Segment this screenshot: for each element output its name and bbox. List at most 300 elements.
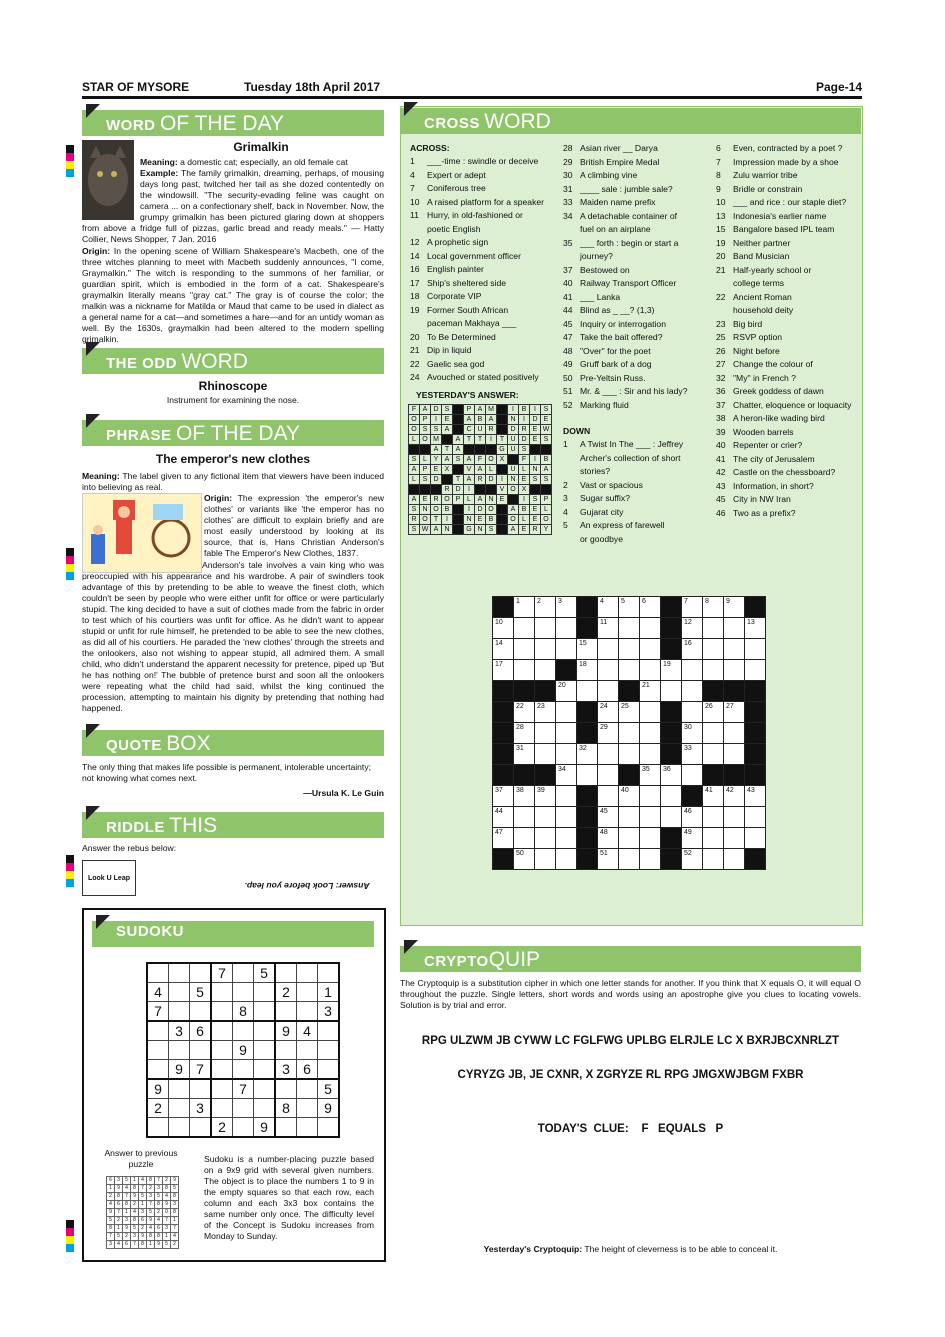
crossword-cell[interactable]: [682, 723, 703, 744]
answer-cell: R: [519, 425, 530, 435]
clue-number: 7: [684, 598, 688, 605]
crossword-cell[interactable]: [493, 639, 514, 660]
crossword-cell[interactable]: [661, 681, 682, 702]
clue-item: 40 Railway Transport Officer: [563, 278, 677, 288]
sudoku-cell[interactable]: [254, 1021, 276, 1041]
clue-item: 12 A prophetic sign: [410, 237, 489, 247]
crossword-cell[interactable]: [535, 639, 556, 660]
crossword-cell[interactable]: [535, 618, 556, 639]
sudoku-cell[interactable]: [297, 1041, 318, 1060]
clue-item: paceman Makhaya ___: [427, 318, 517, 328]
crossword-cell[interactable]: [598, 765, 619, 786]
crossword-cell[interactable]: [493, 828, 514, 849]
across-label: ACROSS:: [410, 143, 450, 153]
sudoku-cell[interactable]: [169, 1041, 190, 1060]
sudoku-cell[interactable]: [190, 963, 212, 983]
crossword-cell[interactable]: [724, 597, 745, 618]
sudoku-cell[interactable]: [190, 1118, 212, 1138]
crossword-cell[interactable]: [640, 765, 661, 786]
crossword-cell[interactable]: [724, 786, 745, 807]
sudoku-cell[interactable]: [190, 1041, 212, 1060]
sudoku-cell[interactable]: [254, 1079, 276, 1099]
crossword-cell[interactable]: [703, 828, 724, 849]
sudoku-cell[interactable]: [147, 963, 169, 983]
clue-item: 11 Hurry, in old-fashioned or: [410, 210, 523, 220]
clue-item: 40 Repenter or crier?: [716, 440, 803, 450]
crossword-cell[interactable]: [556, 723, 577, 744]
sudoku-cell[interactable]: [147, 1041, 169, 1060]
answer-cell: T: [464, 435, 475, 445]
answer-cell: E: [530, 515, 541, 525]
sudoku-cell[interactable]: [275, 1041, 297, 1060]
sudoku-cell: 7: [147, 1002, 169, 1022]
crossword-cell[interactable]: [619, 639, 640, 660]
crossword-cell[interactable]: [682, 660, 703, 681]
crossword-cell[interactable]: [724, 702, 745, 723]
crossword-cell[interactable]: [640, 639, 661, 660]
crossword-cell[interactable]: [745, 786, 766, 807]
clue-item: poetic English: [427, 223, 481, 234]
sudoku-cell[interactable]: [254, 1041, 276, 1060]
answer-cell: [453, 405, 464, 415]
answer-cell: A: [442, 425, 453, 435]
crossword-cell[interactable]: [703, 702, 724, 723]
answer-cell: I: [497, 475, 508, 485]
prev-sudoku-cell: 9: [107, 1209, 115, 1217]
crossword-cell[interactable]: [535, 807, 556, 828]
answer-cell: T: [442, 445, 453, 455]
sudoku-cell[interactable]: [211, 983, 233, 1002]
sudoku-prev-label: Answer to previous puzzle: [104, 1148, 178, 1169]
crossword-cell[interactable]: [703, 807, 724, 828]
crossword-cell[interactable]: [745, 807, 766, 828]
answer-cell: V: [497, 485, 508, 495]
crossword-cell[interactable]: [598, 702, 619, 723]
crossword-cell: [577, 849, 598, 870]
answer-cell: [530, 445, 541, 455]
clue-number: 26: [705, 703, 713, 710]
answer-cell: R: [486, 425, 497, 435]
crossword-cell[interactable]: [514, 828, 535, 849]
crossword-cell[interactable]: [535, 723, 556, 744]
sudoku-cell[interactable]: [275, 1002, 297, 1022]
crossword-cell[interactable]: [598, 807, 619, 828]
crossword-cell[interactable]: [556, 681, 577, 702]
crossword-cell[interactable]: [598, 849, 619, 870]
crossword-cell[interactable]: [598, 786, 619, 807]
clue-number: 16: [684, 640, 692, 647]
sudoku-cell[interactable]: [254, 983, 276, 1002]
crossword-cell[interactable]: [745, 618, 766, 639]
crossword-cell[interactable]: [556, 597, 577, 618]
crossword-cell[interactable]: [682, 744, 703, 765]
crossword-cell[interactable]: [640, 744, 661, 765]
clue-number: 47: [495, 829, 503, 836]
quote-band: QUOTE BOX: [82, 730, 384, 756]
crossword-cell[interactable]: [556, 744, 577, 765]
crossword-cell[interactable]: [640, 660, 661, 681]
clue-item: 49 Gruff bark of a dog: [563, 359, 652, 369]
crossword-cell[interactable]: [598, 828, 619, 849]
clue-number: 32: [579, 745, 587, 752]
wotd-meaning: Meaning: a domestic cat; especially, an old female cat: [140, 157, 348, 167]
prev-sudoku-cell: 5: [147, 1209, 155, 1217]
sudoku-cell[interactable]: [211, 1002, 233, 1022]
crossword-cell[interactable]: [640, 807, 661, 828]
answer-cell: [497, 515, 508, 525]
answer-cell: N: [464, 515, 475, 525]
crossword-cell[interactable]: [682, 597, 703, 618]
sudoku-cell[interactable]: [211, 1060, 233, 1080]
prev-sudoku-cell: 8: [123, 1201, 131, 1209]
answer-cell: E: [519, 475, 530, 485]
crossword-cell[interactable]: [661, 765, 682, 786]
crossword-cell[interactable]: [619, 618, 640, 639]
crossword-cell: [661, 618, 682, 639]
answer-cell: D: [530, 415, 541, 425]
sudoku-cell[interactable]: [211, 1079, 233, 1099]
crossword-cell[interactable]: [577, 639, 598, 660]
sudoku-cell[interactable]: [297, 1002, 318, 1022]
answer-cell: N: [508, 415, 519, 425]
crossword-cell[interactable]: [556, 618, 577, 639]
crossword-cell[interactable]: [640, 618, 661, 639]
answer-cell: O: [486, 455, 497, 465]
quote-author: —Ursula K. Le Guin: [303, 788, 384, 798]
prev-sudoku-cell: 5: [163, 1241, 171, 1249]
answer-cell: S: [420, 425, 431, 435]
sudoku-cell[interactable]: [147, 1060, 169, 1080]
sudoku-cell[interactable]: [297, 1099, 318, 1118]
sudoku-cell[interactable]: [211, 1041, 233, 1060]
crossword-cell[interactable]: [514, 618, 535, 639]
sudoku-cell[interactable]: [169, 1002, 190, 1022]
clue-number: 13: [747, 619, 755, 626]
crossword-cell[interactable]: [745, 660, 766, 681]
crossword-cell[interactable]: [514, 702, 535, 723]
phrase-meaning: Meaning: The label given to any fictional item that viewers have been induced into believing as real.: [82, 471, 384, 492]
answer-cell: A: [464, 415, 475, 425]
clue-number: 45: [600, 808, 608, 815]
sudoku-cell[interactable]: [318, 963, 340, 983]
sudoku-cell[interactable]: [275, 963, 297, 983]
answer-cell: V: [464, 465, 475, 475]
crossword-cell[interactable]: [619, 744, 640, 765]
clue-item: 41 The city of Jerusalem: [716, 453, 815, 464]
sudoku-cell[interactable]: [190, 1002, 212, 1022]
crossword-cell[interactable]: [619, 849, 640, 870]
sudoku-cell[interactable]: [318, 1060, 340, 1080]
crossword-cell[interactable]: [703, 849, 724, 870]
prev-sudoku-cell: 8: [147, 1233, 155, 1241]
crossword-cell[interactable]: [535, 597, 556, 618]
crossword-cell[interactable]: [703, 597, 724, 618]
answer-cell: O: [431, 505, 442, 515]
sudoku-cell[interactable]: [233, 983, 254, 1002]
crossword-cell[interactable]: [703, 744, 724, 765]
crossword-cell[interactable]: [556, 807, 577, 828]
crossword-cell[interactable]: [556, 828, 577, 849]
crossword-cell: [745, 681, 766, 702]
clue-item: 46 Two as a prefix?: [716, 507, 796, 518]
crossword-cell[interactable]: [682, 639, 703, 660]
issue-date: Tuesday 18th April 2017: [244, 80, 381, 94]
answer-cell: [497, 505, 508, 515]
crossword-cell[interactable]: [577, 681, 598, 702]
crossword-cell[interactable]: [556, 765, 577, 786]
crossword-cell[interactable]: [724, 639, 745, 660]
sudoku-cell[interactable]: [318, 1021, 340, 1041]
crossword-cell[interactable]: [556, 702, 577, 723]
answer-cell: [486, 445, 497, 455]
crossword-cell[interactable]: [598, 681, 619, 702]
answer-cell: [497, 465, 508, 475]
crossword-cell[interactable]: [556, 639, 577, 660]
crossword-cell[interactable]: [661, 660, 682, 681]
crossword-cell[interactable]: [745, 828, 766, 849]
wotd-origin: Origin: In the opening scene of William Shakespeare's Macbeth, one of the three witches planning to meet with Macbeth suddenly announces, "I come, Graymalkin." The witch is responding to the summons of her familiar, or guardian spirit, which is embodied in the form of a cat. Shakespeare's graymalkin literally means "gray cat." The gray is of course the color; the malkin was a nickname for Matilda or Maud that came to be used in dialect as a general name for a cat—and sometimes a hare—and for an untidy woman as well. By the 1630s, graymalkin had been altered to the modern spelling grimalkin.: [82, 246, 384, 344]
answer-cell: A: [409, 465, 420, 475]
crossword-cell[interactable]: [514, 723, 535, 744]
cryptoquip-intro: The Cryptoquip is a substitution cipher in which one letter stands for another. If you think that X equals O, it will equal O throughout the puzzle. Single letters, short words and words using an apostrophe give you clues to locating vowels. Solution is by trial and error.: [400, 978, 861, 1010]
crossword-cell[interactable]: [640, 702, 661, 723]
crossword-cell[interactable]: [724, 660, 745, 681]
answer-cell: F: [519, 455, 530, 465]
odd-word: Rhinoscope: [198, 379, 268, 393]
clue-item: 26 Night before: [716, 345, 780, 356]
crossword-cell[interactable]: [514, 597, 535, 618]
riddle-band: RIDDLE THIS: [82, 812, 384, 838]
prev-sudoku-cell: 7: [107, 1233, 115, 1241]
sudoku-cell[interactable]: [190, 1079, 212, 1099]
cryptoquip-clue: TODAY'S CLUE: F EQUALS P: [537, 1123, 724, 1135]
crossword-cell[interactable]: [661, 807, 682, 828]
answer-cell: N: [420, 505, 431, 515]
answer-cell: [420, 485, 431, 495]
prev-sudoku-cell: 8: [155, 1233, 163, 1241]
sudoku-cell[interactable]: [275, 1079, 297, 1099]
answer-cell: [497, 405, 508, 415]
sudoku-cell[interactable]: [169, 963, 190, 983]
crossword-cell: [577, 786, 598, 807]
sudoku-cell[interactable]: [318, 1118, 340, 1138]
answer-cell: D: [453, 485, 464, 495]
clue-item: 3 Sugar suffix?: [563, 493, 631, 503]
clue-number: 30: [684, 724, 692, 731]
sudoku-cell[interactable]: [318, 1041, 340, 1060]
crossword-cell[interactable]: [514, 786, 535, 807]
clue-item: 48 "Over" for the poet: [563, 345, 651, 356]
answer-cell: B: [486, 515, 497, 525]
sudoku-cell[interactable]: [169, 1079, 190, 1099]
crossword-cell[interactable]: [619, 786, 640, 807]
answer-cell: E: [530, 425, 541, 435]
crossword-cell[interactable]: [535, 849, 556, 870]
sudoku-cell[interactable]: [147, 1118, 169, 1138]
crossword-cell[interactable]: [619, 807, 640, 828]
clue-item: 1 ___-time : swindle or deceive: [410, 156, 539, 166]
crossword-cell[interactable]: [493, 807, 514, 828]
clue-item: 8 Zulu warrior tribe: [716, 170, 798, 180]
crossword-cell[interactable]: [514, 660, 535, 681]
crossword-cell[interactable]: [514, 807, 535, 828]
sudoku-cell: 9: [233, 1041, 254, 1060]
crossword-cell[interactable]: [640, 681, 661, 702]
crossword-cell[interactable]: [682, 807, 703, 828]
crossword-cell[interactable]: [682, 849, 703, 870]
crossword-cell[interactable]: [661, 786, 682, 807]
crossword-cell[interactable]: [745, 639, 766, 660]
prev-sudoku-cell: 1: [115, 1225, 123, 1233]
crossword-cell[interactable]: [556, 786, 577, 807]
sudoku-cell[interactable]: [275, 1118, 297, 1138]
crossword-cell[interactable]: [682, 681, 703, 702]
sudoku-cell[interactable]: [233, 963, 254, 983]
crossword-cell: [661, 828, 682, 849]
answer-cell: L: [519, 515, 530, 525]
crossword-cell[interactable]: [514, 639, 535, 660]
crossword-cell[interactable]: [577, 744, 598, 765]
answer-cell: X: [519, 485, 530, 495]
clue-item: household deity: [733, 305, 794, 315]
crossword-cell[interactable]: [703, 723, 724, 744]
crossword-cell[interactable]: [682, 702, 703, 723]
sudoku-cell[interactable]: [254, 1060, 276, 1080]
answer-cell: S: [409, 455, 420, 465]
sudoku-cell[interactable]: [169, 983, 190, 1002]
sudoku-cell[interactable]: [233, 1060, 254, 1080]
sudoku-cell[interactable]: [297, 1118, 318, 1138]
prev-sudoku-cell: 3: [139, 1209, 147, 1217]
answer-cell: O: [409, 425, 420, 435]
prev-sudoku-cell: 8: [139, 1241, 147, 1249]
answer-cell: S: [486, 525, 497, 535]
clue-item: or goodbye: [580, 533, 624, 544]
wotd-band: WORD OF THE DAY: [82, 110, 384, 136]
crossword-cell[interactable]: [724, 828, 745, 849]
clue-item: 41 ___ Lanka: [563, 291, 621, 302]
answer-cell: S: [431, 425, 442, 435]
sudoku-band: SUDOKU: [92, 921, 374, 947]
prev-sudoku-cell: 8: [163, 1185, 171, 1193]
answer-cell: O: [420, 435, 431, 445]
clue-item: 44 Blind as _ __? (1,3): [563, 305, 655, 315]
crossword-cell[interactable]: [598, 618, 619, 639]
answer-cell: I: [519, 495, 530, 505]
crossword-cell[interactable]: [598, 639, 619, 660]
clue-item: 32 "My" in French ?: [716, 372, 796, 383]
crossword-cell[interactable]: [640, 828, 661, 849]
crossword-cell[interactable]: [682, 765, 703, 786]
crossword-cell[interactable]: [682, 828, 703, 849]
sudoku-cell[interactable]: [233, 1099, 254, 1118]
crossword-cell[interactable]: [493, 786, 514, 807]
prev-sudoku-cell: 7: [139, 1185, 147, 1193]
crossword-cell[interactable]: [535, 828, 556, 849]
crossword-cell[interactable]: [619, 660, 640, 681]
crossword-cell[interactable]: [724, 618, 745, 639]
crossword-cell[interactable]: [640, 723, 661, 744]
crossword-cell[interactable]: [619, 828, 640, 849]
crossword-cell[interactable]: [493, 618, 514, 639]
sudoku-cell[interactable]: [254, 1002, 276, 1022]
clue-item: 7 Impression made by a shoe: [716, 156, 839, 167]
clue-number: 37: [495, 787, 503, 794]
crossword-cell[interactable]: [724, 723, 745, 744]
prev-sudoku-cell: 4: [147, 1225, 155, 1233]
clue-number: 48: [600, 829, 608, 836]
sudoku-cell: 9: [254, 1118, 276, 1138]
crossword-cell[interactable]: [640, 786, 661, 807]
clue-item: 5 An express of farewell: [563, 520, 665, 530]
crossword-cell[interactable]: [535, 786, 556, 807]
crossword-cell[interactable]: [598, 744, 619, 765]
answer-cell: R: [530, 525, 541, 535]
answer-cell: [475, 445, 486, 455]
sudoku-cell[interactable]: [169, 1118, 190, 1138]
crossword-cell[interactable]: [619, 597, 640, 618]
sudoku-cell[interactable]: [211, 1099, 233, 1118]
prev-sudoku-cell: 1: [139, 1201, 147, 1209]
clue-number: 17: [495, 661, 503, 668]
answer-cell: A: [475, 495, 486, 505]
answer-cell: [453, 505, 464, 515]
crossword-cell[interactable]: [493, 660, 514, 681]
prev-sudoku-cell: 8: [171, 1193, 179, 1201]
sudoku-cell[interactable]: [211, 1021, 233, 1041]
crossword-cell[interactable]: [724, 849, 745, 870]
crossword-cell[interactable]: [598, 597, 619, 618]
clue-item: 42 Castle on the chessboard?: [716, 467, 836, 477]
crossword-cell: [661, 639, 682, 660]
crossword-cell[interactable]: [703, 618, 724, 639]
crossword-cell[interactable]: [619, 723, 640, 744]
crossword-cell[interactable]: [535, 702, 556, 723]
crossword-cell[interactable]: [535, 660, 556, 681]
crossword-cell[interactable]: [724, 744, 745, 765]
crossword-cell[interactable]: [598, 660, 619, 681]
prev-sudoku-cell: 2: [139, 1225, 147, 1233]
clue-item: 20 To Be Determined: [410, 331, 496, 342]
crossword-cell[interactable]: [556, 849, 577, 870]
sudoku-cell[interactable]: [169, 1099, 190, 1118]
crossword-cell[interactable]: [577, 660, 598, 681]
sudoku-cell[interactable]: [233, 1021, 254, 1041]
crossword-cell[interactable]: [703, 660, 724, 681]
crossword-cell[interactable]: [514, 744, 535, 765]
crossword-cell[interactable]: [535, 744, 556, 765]
sudoku-cell[interactable]: [297, 983, 318, 1002]
crossword-cell[interactable]: [703, 639, 724, 660]
crossword-cell[interactable]: [724, 807, 745, 828]
prev-sudoku-cell: 1: [123, 1209, 131, 1217]
sudoku-cell[interactable]: [297, 1079, 318, 1099]
sudoku-cell[interactable]: [147, 1021, 169, 1041]
crossword-cell[interactable]: [619, 702, 640, 723]
crossword-cell[interactable]: [514, 849, 535, 870]
crossword-cell[interactable]: [598, 723, 619, 744]
crossword-grid: [492, 596, 766, 870]
crossword-cell[interactable]: [640, 849, 661, 870]
sudoku-cell[interactable]: [297, 963, 318, 983]
crossword-cell[interactable]: [640, 597, 661, 618]
sudoku-cell: 4: [297, 1021, 318, 1041]
sudoku-cell[interactable]: [233, 1118, 254, 1138]
crossword-cell[interactable]: [577, 765, 598, 786]
crossword-cell[interactable]: [682, 618, 703, 639]
sudoku-cell[interactable]: [254, 1099, 276, 1118]
crossword-cell[interactable]: [703, 786, 724, 807]
